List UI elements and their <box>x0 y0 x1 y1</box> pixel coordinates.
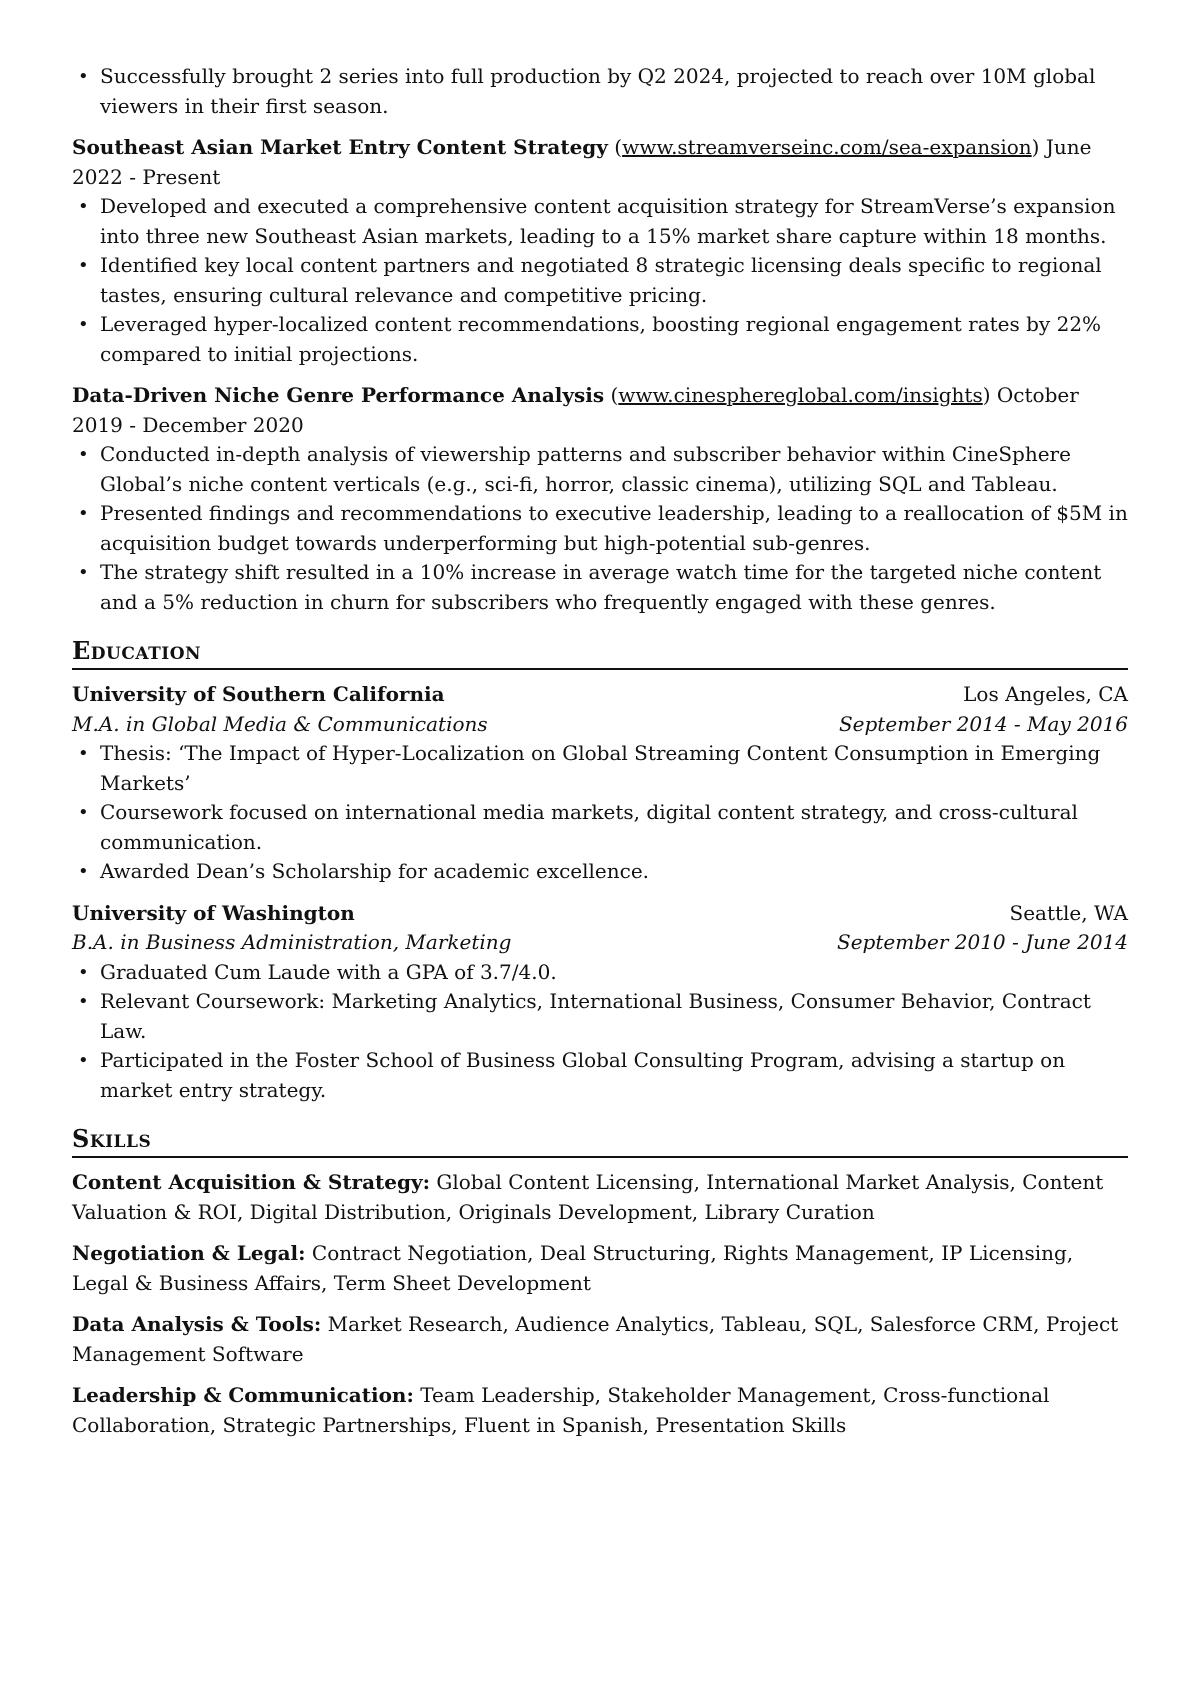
degree-dates: September 2014 - May 2016 <box>838 711 1128 736</box>
bullet-item: • The strategy shift resulted in a 10% increase in average watch time for the targeted niche content and a 5% reduction in churn for subscribers who frequently engaged with these genres. <box>72 558 1128 617</box>
bullet-item: • Coursework focused on international media markets, digital content strategy, and cross-cultural communication. <box>72 798 1128 857</box>
project-dates: October 2019 - December 2020 <box>72 383 1079 437</box>
bullet-item: • Awarded Dean’s Scholarship for academic excellence. <box>72 857 1128 887</box>
project-link[interactable]: www.cinesphereglobal.com/insights <box>618 383 983 407</box>
school-name: University of Washington <box>72 900 355 925</box>
skill-group <box>72 1168 1128 1227</box>
bullet-item: • Leveraged hyper-localized content recommendations, boosting regional engagement rates by 22% compared to initial projections. <box>72 310 1128 369</box>
skill-group-label: Content Acquisition & Strategy: <box>72 1170 431 1194</box>
education-entry <box>72 680 1128 887</box>
degree-row <box>72 928 1128 958</box>
bullet-item: • Identified key local content partners and negotiated 8 strategic licensing deals specific to regional tastes, ensuring cultural relevance and competitive pricing. <box>72 251 1128 310</box>
education-section <box>72 680 1128 1105</box>
project-title: Southeast Asian Market Entry Content Strategy <box>72 135 608 159</box>
skill-group-label: Leadership & Communication: <box>72 1383 414 1407</box>
skill-group-items: Market Research, Audience Analytics, Tableau, SQL, Salesforce CRM, Project Management Software <box>72 1312 1119 1366</box>
education-bullets <box>72 958 1128 1106</box>
degree-title: B.A. in Business Administration, Marketing <box>72 930 512 954</box>
bullet-item: • Developed and executed a comprehensive content acquisition strategy for StreamVerse’s expansion into three new Southeast Asian markets, leading to a 15% market share capture within 18 months. <box>72 192 1128 251</box>
skills-heading: Skills <box>72 1123 1128 1158</box>
project-bullets <box>72 192 1128 369</box>
resume-page <box>72 62 1128 1440</box>
school-row <box>72 680 1128 710</box>
education-bullets <box>72 739 1128 887</box>
bullet-item: • Graduated Cum Laude with a GPA of 3.7/4.0. <box>72 958 1128 988</box>
school-location: Seattle, WA <box>1009 900 1128 925</box>
school-name: University of Southern California <box>72 682 445 706</box>
education-entry <box>72 899 1128 1106</box>
bullet-item: • Thesis: ‘The Impact of Hyper-Localization on Global Streaming Content Consumption in Emerging Markets’ <box>72 739 1128 798</box>
skills-section <box>72 1168 1128 1440</box>
skill-group <box>72 1239 1128 1298</box>
project-header: Data-Driven Niche Genre Performance Analysis (www.cinesphereglobal.com/insights) October 2019 - December 2020 <box>72 383 1079 437</box>
degree-title: M.A. in Global Media & Communications <box>72 711 488 736</box>
skill-group-label: Data Analysis & Tools: <box>72 1312 322 1336</box>
project-bullets <box>72 440 1128 617</box>
bullet-item: • Presented findings and recommendations to executive leadership, leading to a reallocation of $5M in acquisition budget towards underperforming but high-potential sub-genres. <box>72 499 1128 558</box>
bullet-item: • Relevant Coursework: Marketing Analytics, International Business, Consumer Behavior, Contract Law. <box>72 987 1128 1046</box>
project-title: Data-Driven Niche Genre Performance Analysis <box>72 383 605 407</box>
degree-row <box>72 710 1128 740</box>
project-dates: June 2022 - Present <box>72 135 1092 189</box>
project-header: Southeast Asian Market Entry Content Strategy (www.streamverseinc.com/sea-expansion) June 2022 - Present <box>72 135 1092 189</box>
degree-dates: September 2010 - June 2014 <box>837 930 1128 954</box>
skill-group <box>72 1310 1128 1369</box>
skill-group-items: Contract Negotiation, Deal Structuring, Rights Management, IP Licensing, Legal & Business Affairs, Term Sheet Development <box>72 1241 1074 1295</box>
skill-group-items: Global Content Licensing, International Market Analysis, Content Valuation & ROI, Digital Distribution, Originals Development, Library Curation <box>72 1170 1104 1224</box>
school-location: Los Angeles, CA <box>963 682 1128 706</box>
education-heading: Education <box>72 635 1128 670</box>
school-row <box>72 899 1128 929</box>
skill-group-items: Team Leadership, Stakeholder Management, Cross-functional Collaboration, Strategic Partnerships, Fluent in Spanish, Presentation Skills <box>72 1383 1050 1437</box>
skill-group-label: Negotiation & Legal: <box>72 1241 306 1265</box>
skill-group <box>72 1381 1128 1440</box>
experience-continued-bullets <box>72 62 1128 121</box>
bullet-item: • Successfully brought 2 series into full production by Q2 2024, projected to reach over 10M global viewers in their first season. <box>72 62 1128 121</box>
project-link[interactable]: www.streamverseinc.com/sea-expansion <box>622 135 1032 159</box>
bullet-item: • Conducted in-depth analysis of viewership patterns and subscriber behavior within CineSphere Global’s niche content verticals (e.g., sci-fi, horror, classic cinema), utilizing SQL and Tableau. <box>72 440 1128 499</box>
bullet-item: • Participated in the Foster School of Business Global Consulting Program, advising a startup on market entry strategy. <box>72 1046 1128 1105</box>
